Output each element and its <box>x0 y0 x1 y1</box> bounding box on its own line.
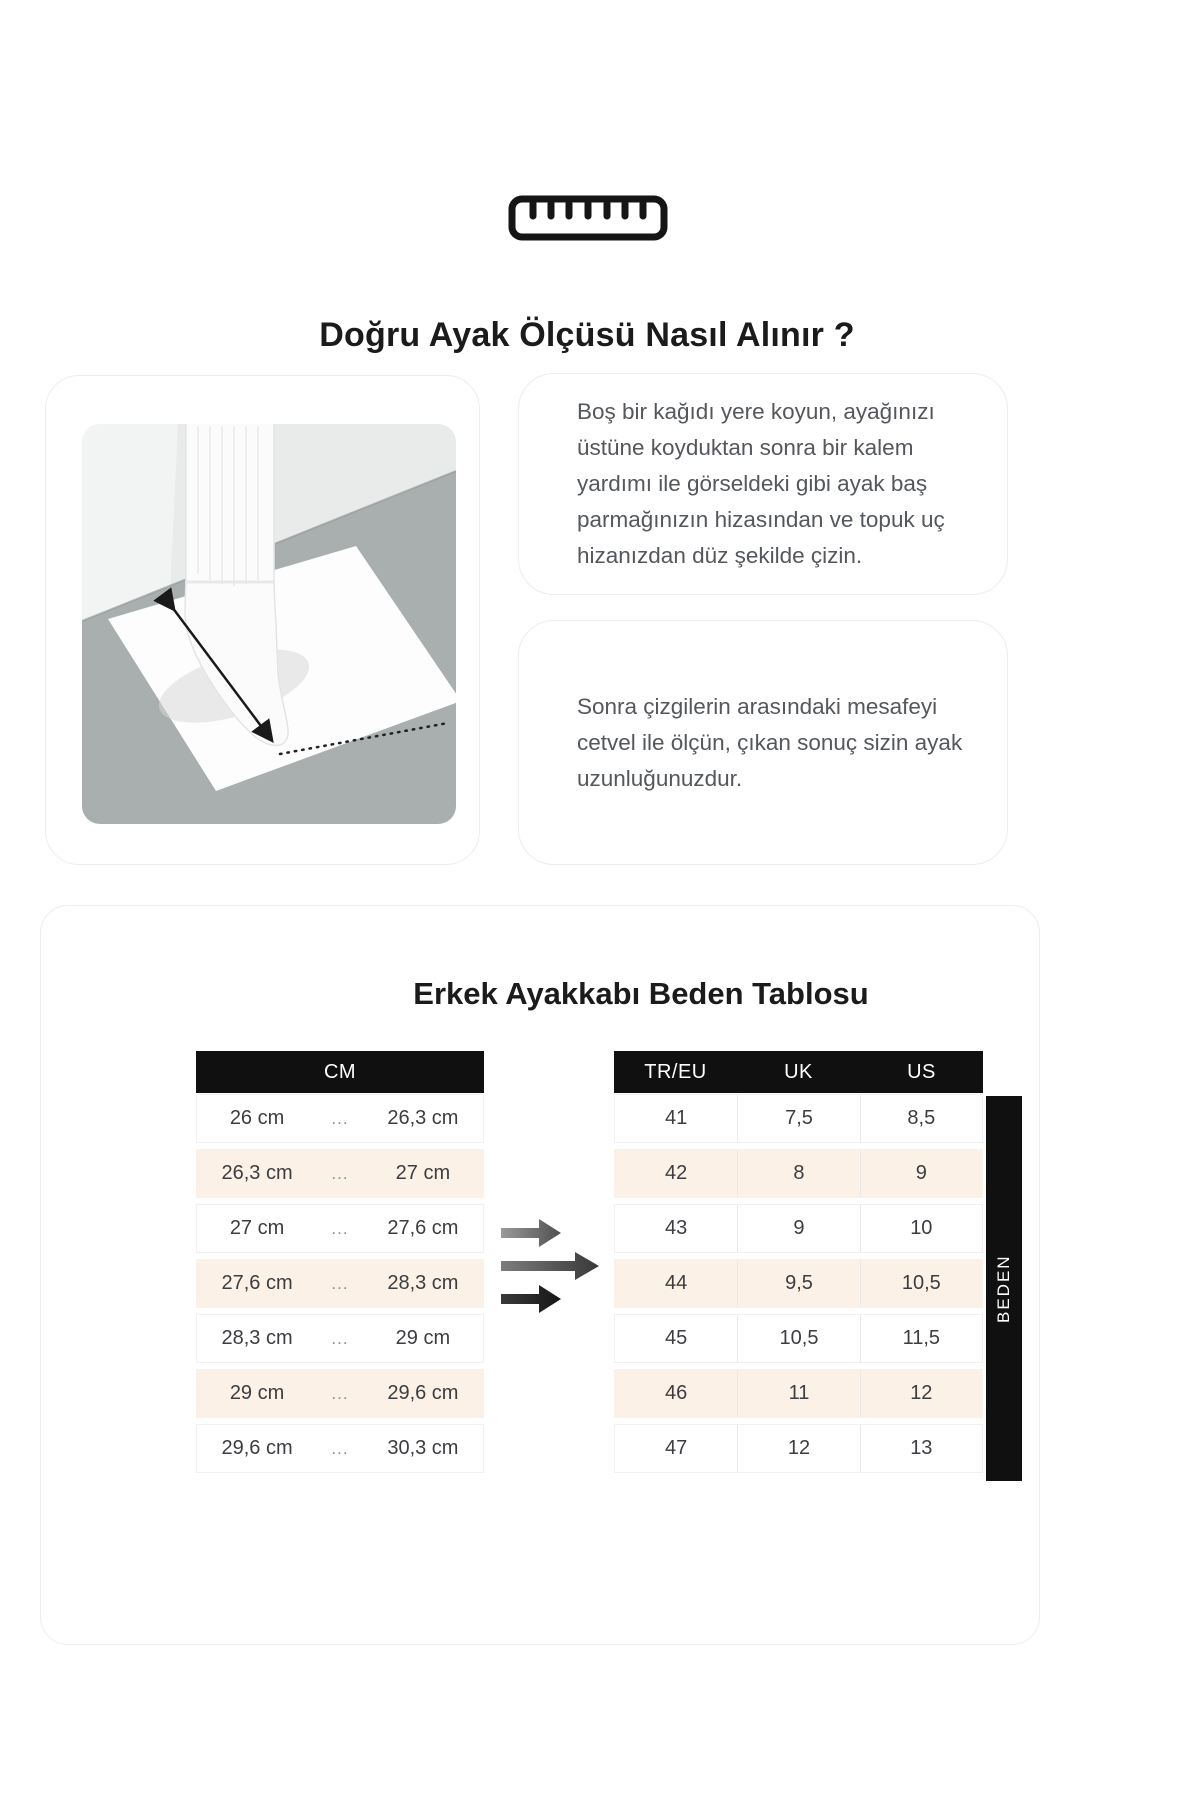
uk-size: 10,5 <box>737 1315 859 1362</box>
uk-size: 9 <box>737 1205 859 1252</box>
tr-eu-size: 43 <box>665 1217 688 1239</box>
cm-range-max: 26,3 cm <box>387 1107 459 1129</box>
instruction-step-2-text: Sonra çizgilerin arasındaki mesafeyi cetvel ile ölçün, çıkan sonuç sizin ayak uzunluğunuzdur. <box>577 693 963 791</box>
instruction-step-2 <box>518 620 1008 865</box>
cm-table-row <box>196 1204 484 1253</box>
instruction-step-1 <box>518 373 1008 595</box>
range-dots: ... <box>331 1163 349 1183</box>
range-dots: ... <box>331 1108 349 1128</box>
cm-range-min: 26 cm <box>229 1107 285 1129</box>
size-column-header: TR/EU <box>644 1060 707 1083</box>
measurement-photo-card <box>45 375 480 865</box>
size-chart-card <box>40 905 1040 1645</box>
size-table-row <box>614 1204 983 1253</box>
cm-range-max: 29 cm <box>395 1327 451 1349</box>
cm-table-row <box>196 1094 484 1143</box>
uk-size: 12 <box>737 1425 859 1472</box>
cm-range-min: 27,6 cm <box>221 1272 293 1294</box>
cm-table-row <box>196 1259 484 1308</box>
size-table-row <box>614 1259 983 1308</box>
us-size: 8,5 <box>860 1095 982 1142</box>
cm-table-row <box>196 1424 484 1473</box>
tr-eu-size: 41 <box>665 1107 688 1129</box>
cm-table-row <box>196 1369 484 1418</box>
cm-range-max: 27 cm <box>395 1162 451 1184</box>
size-table-row <box>614 1149 983 1198</box>
uk-size: 9,5 <box>737 1260 859 1307</box>
cm-table-body <box>196 1094 484 1473</box>
us-size: 10,5 <box>860 1260 982 1307</box>
cm-range-min: 28,3 cm <box>221 1327 293 1349</box>
cm-range-min: 29 cm <box>229 1382 285 1404</box>
instruction-step-1-text: Boş bir kağıdı yere koyun, ayağınızı üstüne koyduktan sonra bir kalem yardımı ile görseldeki gibi ayak baş parmağınızın hizasından ve topuk uç hizanızdan düz şekilde çizin. <box>577 399 945 568</box>
range-dots: ... <box>331 1383 349 1403</box>
cm-table-header: CM <box>196 1051 484 1093</box>
beden-side-label: BEDEN <box>986 1096 1022 1481</box>
size-column-header: UK <box>784 1060 813 1083</box>
uk-size: 7,5 <box>737 1095 859 1142</box>
intl-size-table <box>614 1051 983 1479</box>
foot-on-paper-photo <box>82 424 456 824</box>
range-dots: ... <box>331 1273 349 1293</box>
uk-size: 8 <box>737 1150 859 1197</box>
size-table-row <box>614 1314 983 1363</box>
mapping-arrows-icon <box>499 1213 603 1321</box>
tr-eu-size: 42 <box>665 1162 688 1184</box>
cm-range-max: 27,6 cm <box>387 1217 459 1239</box>
size-table-row <box>614 1424 983 1473</box>
cm-range-min: 29,6 cm <box>221 1437 293 1459</box>
cm-range-max: 28,3 cm <box>387 1272 459 1294</box>
cm-range-min: 27 cm <box>229 1217 285 1239</box>
tr-eu-size: 46 <box>665 1382 688 1404</box>
intl-size-table-header <box>614 1051 983 1093</box>
range-dots: ... <box>331 1218 349 1238</box>
range-dots: ... <box>331 1438 349 1458</box>
size-table-row <box>614 1369 983 1418</box>
us-size: 13 <box>860 1425 982 1472</box>
cm-range-max: 30,3 cm <box>387 1437 459 1459</box>
cm-table <box>196 1051 484 1479</box>
us-size: 9 <box>860 1150 982 1197</box>
us-size: 12 <box>860 1370 982 1417</box>
us-size: 11,5 <box>860 1315 982 1362</box>
uk-size: 11 <box>737 1370 859 1417</box>
page-title: Doğru Ayak Ölçüsü Nasıl Alınır ? <box>319 315 855 354</box>
tr-eu-size: 47 <box>665 1437 688 1459</box>
cm-table-row <box>196 1149 484 1198</box>
tr-eu-size: 45 <box>665 1327 688 1349</box>
size-chart-title: Erkek Ayakkabı Beden Tablosu <box>413 975 869 1011</box>
intl-size-table-body <box>614 1094 983 1473</box>
us-size: 10 <box>860 1205 982 1252</box>
range-dots: ... <box>331 1328 349 1348</box>
cm-table-row <box>196 1314 484 1363</box>
size-column-header: US <box>907 1060 936 1083</box>
ruler-icon <box>508 195 668 241</box>
size-table-row <box>614 1094 983 1143</box>
cm-range-min: 26,3 cm <box>221 1162 293 1184</box>
cm-range-max: 29,6 cm <box>387 1382 459 1404</box>
tr-eu-size: 44 <box>665 1272 688 1294</box>
